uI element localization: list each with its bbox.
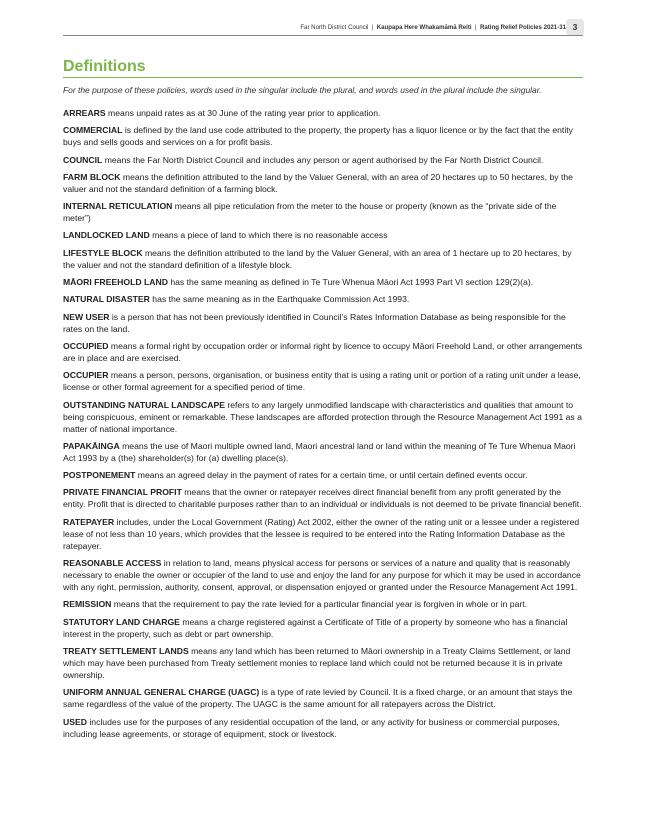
definition-item (63, 229, 583, 241)
definition-item (63, 557, 583, 593)
intro-paragraph: For the purpose of these policies, words used in the singular include the plural, and words used in the plural include the singular. (63, 85, 542, 95)
definition-term: INTERNAL RETICULATION (63, 201, 173, 212)
definition-item (63, 645, 583, 681)
definition-item (63, 340, 583, 364)
page-number-badge: 3 (566, 19, 584, 35)
definition-term: FARM BLOCK (63, 171, 121, 182)
definition-term: OCCUPIER (63, 370, 109, 381)
definition-term: STATUTORY LAND CHARGE (63, 616, 180, 627)
definition-term: LANDLOCKED LAND (63, 230, 150, 241)
definition-item (63, 276, 583, 288)
header-doc-title: Kaupapa Here Whakamāmā Reiti (376, 24, 472, 31)
definition-item (63, 107, 583, 119)
definition-item (63, 686, 583, 710)
definition-term: POSTPONEMENT (63, 470, 136, 481)
definition-item (63, 469, 583, 481)
definition-term: PRIVATE FINANCIAL PROFIT (63, 487, 182, 498)
definition-text: means all pipe reticulation from the meter to the house or property (known as the “private side of the meter”) (63, 201, 557, 224)
definition-text: is a type of rate levied by Council. It is a fixed charge, or an amount that stays the same regardless of the value of the property. The UAGC is the same amount for all ratepayers across the District. (63, 687, 573, 710)
definition-text: includes, under the Local Government (Rating) Act 2002, either the owner of the rating unit or a lessee under a registered lease of not less than 10 years, which provides that the lessee is required to be entered into the Rating Information Database as the ratepayer. (63, 516, 580, 551)
definition-term: PAPAKĀINGA (63, 440, 120, 451)
page-header (0, 0, 645, 38)
definition-term: COUNCIL (63, 154, 103, 165)
title-divider (63, 77, 583, 78)
definition-text: means that the owner or ratepayer receives direct financial benefit from any profit generated by the entity. Profit that is directed to charitable purposes rather than to an individual or individuals is not deemed to be private financial benefit. (63, 487, 582, 510)
definition-text: means an agreed delay in the payment of rates for a certain time, or until certain defined events occur. (135, 470, 528, 481)
definition-text: means any land which has been returned to Māori ownership in a Treaty Claims Settlement, or land which may have been purchased from Treaty settlement monies to replace land which could not be returned because it is in private ownership. (63, 645, 571, 680)
definition-term: REASONABLE ACCESS (63, 558, 162, 569)
definition-term: REMISSION (63, 599, 112, 610)
definition-text: means a charge registered against a Certificate of Title of a property by someone who has a financial interest in the property, such as debt or part ownership. (63, 616, 568, 639)
definition-term: LIFESTYLE BLOCK (63, 247, 143, 258)
definition-item (63, 616, 583, 640)
definition-term: TREATY SETTLEMENT LANDS (63, 645, 189, 656)
definition-text: in relation to land, means physical access for persons or services of a nature and quality that is reasonably necessary to enable the owner or occupier of the land to use and enjoy the land for any purpose for which it may be used in accordance with any right, permission, authority, consent, approval, or dispensation enjoyed or granted under the Resource Management Act 1991. (63, 558, 581, 593)
definition-item (63, 200, 583, 224)
definition-item (63, 399, 583, 435)
definition-item (63, 293, 583, 305)
definition-item (63, 369, 583, 393)
definition-text: means a person, persons, organisation, or business entity that is using a rating unit or portion of a rating unit under a lease, license or other formal agreement for a specified period of time. (63, 370, 581, 393)
definition-item (63, 716, 583, 740)
header-separator: | (474, 24, 477, 31)
header-doc-subtitle: Rating Relief Policies 2021-31 (479, 24, 566, 31)
definition-text: means the definition attributed to the land by the Valuer General, with an area of 20 hectares up to 50 hectares, by the valuer and not the standard definition of a farming block. (63, 171, 573, 194)
definition-term: ARREARS (63, 108, 106, 118)
definition-text: means the Far North District Council and includes any person or agent authorised by the Far North District Council. (102, 154, 544, 165)
definition-item (63, 486, 583, 510)
definition-text: includes use for the purposes of any residential occupation of the land, or any activity for business or commercial purposes, including lease agreements, or storage of equipment, stock or livestock. (63, 716, 560, 739)
definition-term: NEW USER (63, 311, 110, 322)
definition-item (63, 516, 583, 552)
definition-term: USED (63, 716, 87, 727)
definition-item (63, 247, 583, 271)
definition-term: OCCUPIED (63, 340, 109, 351)
header-separator: | (371, 24, 374, 31)
definition-item (63, 440, 583, 464)
definition-text: means a formal right by occupation order or informal right by licence to occupy Māori Freehold Land, or other arrangements are in place and are exercised. (63, 340, 583, 363)
definition-term: RATEPAYER (63, 516, 115, 527)
definition-term: NATURAL DISASTER (63, 294, 150, 305)
definition-term: OUTSTANDING NATURAL LANDSCAPE (63, 399, 225, 410)
definitions-list (63, 107, 583, 745)
definition-term: UNIFORM ANNUAL GENERAL CHARGE (UAGC) (63, 687, 260, 698)
definition-item (63, 598, 583, 610)
definition-text: means unpaid rates as at 30 June of the rating year prior to application. (105, 108, 381, 118)
definition-text: is a person that has not been previously identified in Council’s Rates Information Database as being responsible for the rates on the land. (63, 311, 566, 334)
definition-text: refers to any largely unmodified landscape with characteristics and qualities that amount to being conspicuous, eminent or remarkable. These landscapes are afforded protection through the Resource Management Act 1991 as a matter of national importance. (63, 399, 582, 434)
page-title: Definitions (63, 58, 146, 75)
definition-text: means that the requirement to pay the rate levied for a particular financial year is forgiven in whole or in part. (111, 599, 528, 610)
running-header (300, 24, 566, 31)
definition-text: is defined by the land use code attributed to the property, the property has a liquor licence or by the fact that the entity buys and sells goods and services on a for profit basis. (63, 125, 573, 148)
definition-text: means the use of Maori multiple owned land, Maori ancestral land or land within the meaning of Te Ture Whenua Maori Act 1993 by a (the) shareholder(s) for (a) dwelling place(s). (63, 440, 576, 463)
definition-item (63, 311, 583, 335)
definition-item (63, 171, 583, 195)
definition-text: means a piece of land to which there is no reasonable access (149, 230, 388, 241)
definition-term: COMMERCIAL (63, 125, 123, 136)
definition-item (63, 154, 583, 166)
definition-item (63, 124, 583, 148)
definition-text: means the definition attributed to the land by the Valuer General, with an area of 1 hectare up to 20 hectares, by the valuer and not the standard definition of a lifestyle block. (63, 247, 572, 270)
header-org: Far North District Council (300, 24, 369, 31)
header-divider (63, 35, 583, 36)
definition-text: has the same meaning as defined in Te Ture Whenua Māori Act 1993 Part VI section 129(2)(a). (167, 277, 534, 288)
definition-text: has the same meaning as in the Earthquake Commission Act 1993. (149, 294, 410, 305)
definition-term: MĀORI FREEHOLD LAND (63, 277, 168, 288)
